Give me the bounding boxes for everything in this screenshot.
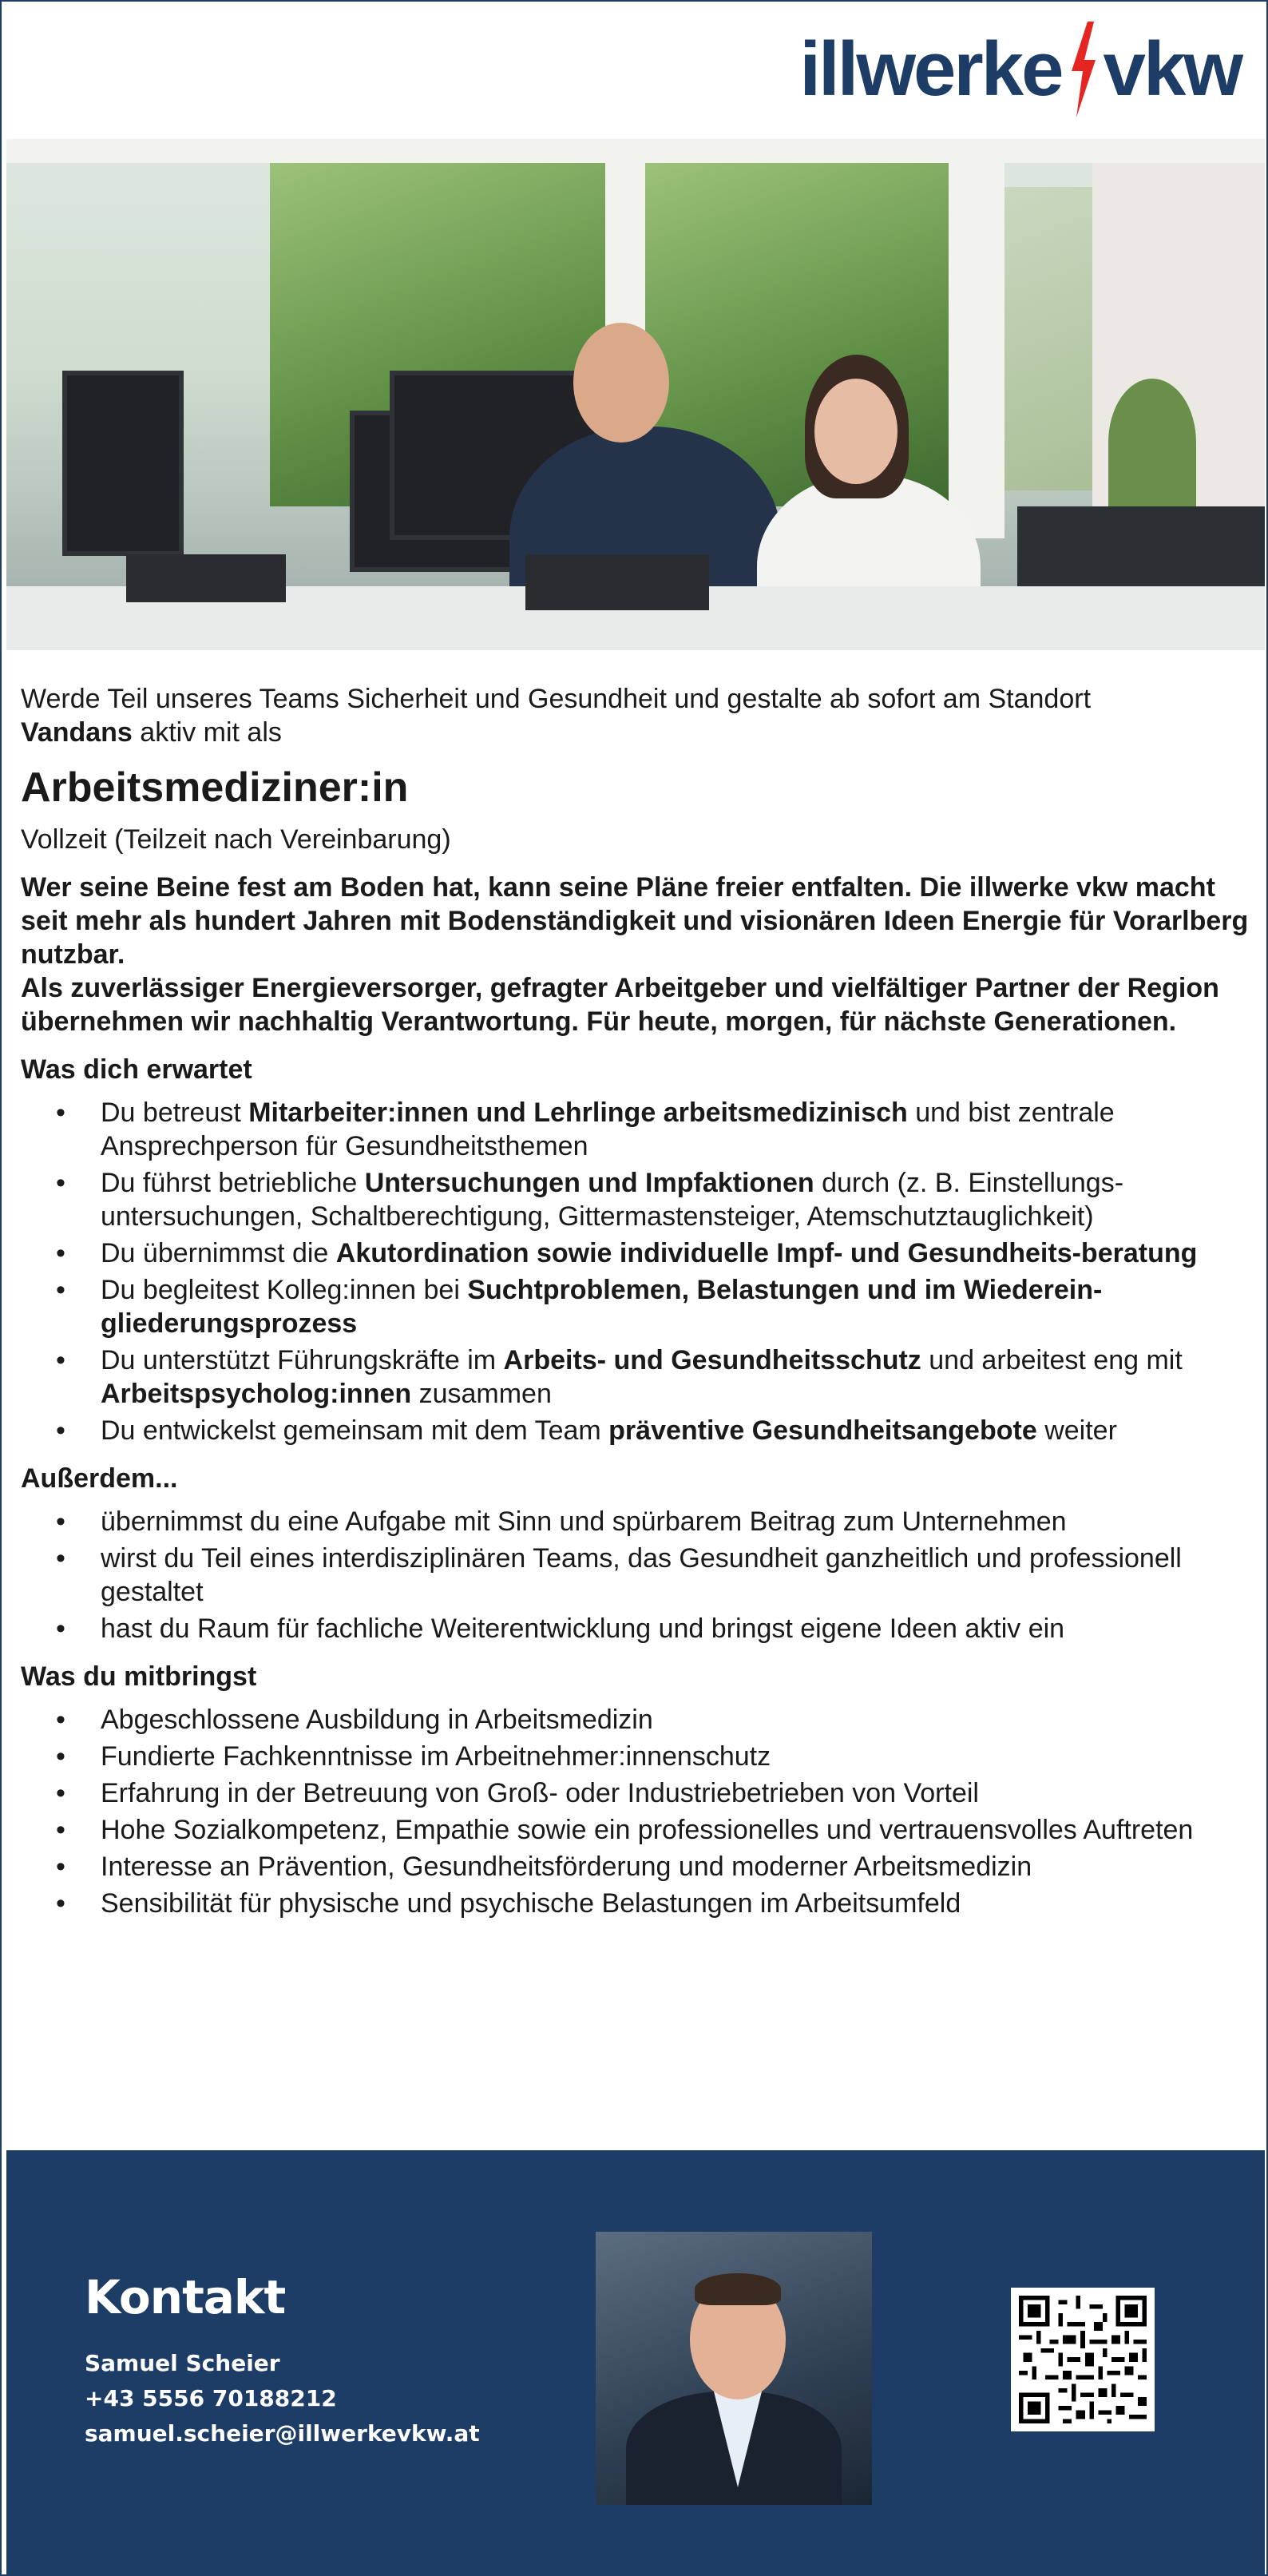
- contact-footer: [6, 2150, 1265, 2574]
- list-item: [21, 1813, 1250, 1847]
- job-description: [21, 682, 1250, 1923]
- list-item: [21, 1740, 1250, 1773]
- section-heading-expect: Was dich erwartet: [21, 1054, 252, 1085]
- item-text: Hohe Sozialkompetenz, Empathie sowie ein professionelles und vertrauensvolles Auftreten: [101, 1815, 1194, 1845]
- list-item: [21, 1096, 1250, 1163]
- section-heading-bring: Was du mitbringst: [21, 1661, 257, 1692]
- item-text: und arbeitest eng mit: [921, 1345, 1183, 1375]
- qr-code-graphic: [1019, 2296, 1147, 2423]
- bullet: •: [56, 1852, 65, 1882]
- list-item: [21, 1850, 1250, 1883]
- item-bold: Akutordination sowie individuelle Impf- und Gesundheits-beratung: [335, 1238, 1198, 1268]
- qr-code-icon[interactable]: [1011, 2288, 1155, 2431]
- item-text: und bist zentrale Ansprechperson für Gesundheitsthemen: [101, 1097, 1115, 1161]
- item-bold: Suchtproblemen, Belastungen und im Wiederein-gliederungsprozess: [101, 1275, 1103, 1339]
- list-item: [21, 1344, 1250, 1411]
- logo-text-right: vkw: [1103, 26, 1241, 112]
- contact-name: Samuel Scheier: [85, 2350, 280, 2376]
- list-item: [21, 1612, 1250, 1645]
- item-bold: Untersuchungen und Impfaktionen: [364, 1168, 814, 1198]
- bullet: •: [56, 1815, 65, 1845]
- list-item: [21, 1703, 1250, 1737]
- list-item: [21, 1505, 1250, 1538]
- item-text: Du entwickelst gemeinsam mit dem Team: [101, 1415, 609, 1446]
- bullet: •: [56, 1506, 65, 1537]
- list-item: [21, 1414, 1250, 1447]
- bullet: •: [56, 1097, 65, 1128]
- item-text: Sensibilität für physische und psychische Belastungen im Arbeitsumfeld: [101, 1888, 961, 1919]
- item-text: Du unterstützt Führungskräfte im: [101, 1345, 504, 1375]
- contact-heading: Kontakt: [85, 2270, 286, 2324]
- list-item: [21, 1236, 1250, 1270]
- item-text: Erfahrung in der Betreuung von Groß- oder Industriebetrieben von Vorteil: [101, 1778, 979, 1808]
- bullet: •: [56, 1168, 65, 1198]
- expect-list: [21, 1096, 1250, 1447]
- item-text: Du übernimmst die: [101, 1238, 336, 1268]
- item-text: Du begleitest Kolleg:innen bei: [101, 1275, 468, 1305]
- item-text: Abgeschlossene Ausbildung in Arbeitsmedizin: [101, 1705, 653, 1735]
- job-title: Arbeitsmediziner:in: [21, 764, 409, 811]
- item-bold: Arbeits- und Gesundheitsschutz: [503, 1345, 921, 1375]
- illwerke-vkw-logo[interactable]: [799, 26, 1241, 113]
- item-text: Du betreust: [101, 1097, 249, 1128]
- contact-email[interactable]: samuel.scheier@illwerkevkw.at: [85, 2420, 480, 2447]
- list-item: [21, 1542, 1250, 1609]
- item-bold: Mitarbeiter:innen und Lehrlinge arbeitsmedizinisch: [248, 1097, 908, 1128]
- item-text: weiter: [1036, 1415, 1117, 1446]
- intro-sentence: Werde Teil unseres Teams Sicherheit und Gesundheit und gestalte ab sofort am Standort: [21, 684, 1092, 714]
- item-text: Du führst betriebliche: [101, 1168, 365, 1198]
- logo-text-left: illwerke: [799, 26, 1062, 112]
- bullet: •: [56, 1275, 65, 1305]
- list-item: [21, 1887, 1250, 1920]
- item-text: übernimmst du eine Aufgabe mit Sinn und spürbarem Beitrag zum Unternehmen: [101, 1506, 1067, 1537]
- hero-photo: [6, 139, 1265, 650]
- lightning-bolt-icon: [1067, 22, 1099, 117]
- list-item: [21, 1776, 1250, 1810]
- item-text: zusammen: [411, 1379, 552, 1409]
- bullet: •: [56, 1741, 65, 1772]
- bring-list: [21, 1703, 1250, 1920]
- contact-portrait: [596, 2232, 872, 2505]
- list-item: [21, 1273, 1250, 1340]
- bullet: •: [56, 1415, 65, 1446]
- intro-location: Vandans: [21, 717, 133, 748]
- item-text: hast du Raum für fachliche Weiterentwicklung und bringst eigene Ideen aktiv ein: [101, 1613, 1065, 1644]
- also-list: [21, 1505, 1250, 1645]
- item-text: durch (z. B. Einstellungs-untersuchungen, Schaltberechtigung, Gittermastensteiger, Atemschutztauglichkeit): [101, 1168, 1124, 1232]
- section-heading-also: Außerdem...: [21, 1463, 178, 1494]
- bullet: •: [56, 1238, 65, 1268]
- lead-paragraph-1: Wer seine Beine fest am Boden hat, kann seine Pläne freier entfalten. Die illwerke vkw macht seit mehr als hundert Jahren mit Bodenständigkeit und visionären Ideen Energie für Vorarlberg nutzbar.: [21, 872, 1249, 970]
- item-text: Fundierte Fachkenntnisse im Arbeitnehmer:innenschutz: [101, 1741, 771, 1772]
- bullet: •: [56, 1543, 65, 1574]
- employment-type: Vollzeit (Teilzeit nach Vereinbarung): [21, 824, 451, 855]
- intro-text: [21, 682, 1250, 749]
- bullet: •: [56, 1613, 65, 1644]
- item-bold: präventive Gesundheitsangebote: [608, 1415, 1037, 1446]
- intro-tail: aktiv mit als: [132, 717, 282, 748]
- bullet: •: [56, 1345, 65, 1375]
- bullet: •: [56, 1888, 65, 1919]
- bullet: •: [56, 1705, 65, 1735]
- lead-paragraph-2: Als zuverlässiger Energieversorger, gefragter Arbeitgeber und vielfältiger Partner der Region übernehmen wir nachhaltig Verantwortung. Für heute, morgen, für nächste Generationen.: [21, 973, 1219, 1037]
- list-item: [21, 1166, 1250, 1233]
- item-text: Interesse an Prävention, Gesundheitsförderung und moderner Arbeitsmedizin: [101, 1852, 1032, 1882]
- item-bold: Arbeitspsycholog:innen: [101, 1379, 412, 1409]
- bullet: •: [56, 1778, 65, 1808]
- contact-phone[interactable]: +43 5556 70188212: [85, 2385, 337, 2411]
- item-text: wirst du Teil eines interdisziplinären Teams, das Gesundheit ganzheitlich und professionell gestaltet: [101, 1543, 1182, 1607]
